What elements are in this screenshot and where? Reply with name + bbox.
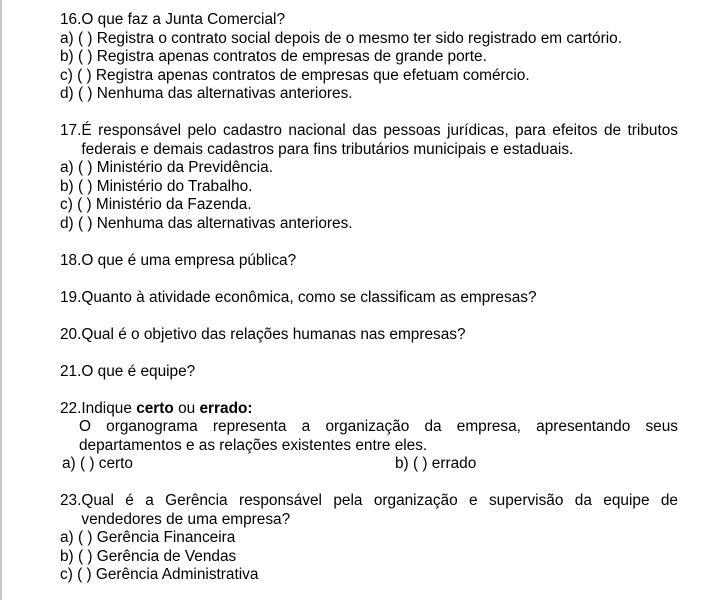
question-16 [60,11,678,104]
question-stem [60,122,678,159]
question-22 [60,400,678,474]
option-d: d) ( ) Nenhuma das alternativas anteriores. [60,214,353,232]
question-17 [60,122,678,233]
question-text: Quanto à atividade econômica, como se classificam as empresas? [81,288,537,306]
true-false-options [60,455,678,474]
statement: O organograma representa a organização da empresa, apresentando seus departamentos e as relações existentes entre eles. [79,418,678,454]
question-stem [60,492,678,529]
question-19 [60,289,678,308]
option-c: c) ( ) Gerência Administrativa [60,566,259,583]
question-number: 21. [60,362,82,380]
bold-certo: certo [136,399,174,417]
question-stem [60,11,678,30]
question-stem [60,326,678,345]
question-text: Qual é a Gerência responsável pela organização e supervisão da equipe de vendedores de uma empresa? [81,492,678,528]
question-text: É responsável pelo cadastro nacional das pessoas jurídicas, para efeitos de tributos federais e demais cadastros para fins tributários municipais e estaduais. [81,122,678,158]
question-text: O que faz a Junta Comercial? [81,11,286,28]
option-a: a) ( ) Registra o contrato social depois de o mesmo ter sido registrado em cartório. [60,29,622,47]
question-text: O que é equipe? [81,362,196,380]
option-c: c) ( ) Ministério da Fazenda. [60,196,252,213]
question-text: Qual é o objetivo das relações humanas nas empresas? [81,325,466,343]
option-b: b) ( ) Ministério do Trabalho. [60,177,253,195]
page-edge [0,0,2,600]
option-certo: a) ( ) certo [62,455,133,472]
question-20 [60,326,678,345]
exam-document [60,11,678,585]
question-number: 17. [60,122,82,139]
question-stem [60,289,678,308]
option-errado: b) ( ) errado [395,455,477,472]
question-stem [60,400,678,419]
question-number: 23. [60,492,82,509]
question-number: 22. [60,399,82,417]
question-number: 20. [60,325,82,343]
question-number: 18. [60,251,82,269]
option-b: b) ( ) Registra apenas contratos de empresas de grande porte. [60,48,487,65]
question-number: 19. [60,288,82,306]
option-c: c) ( ) Registra apenas contratos de empresas que efetuam comércio. [60,66,530,84]
question-21 [60,363,678,382]
text-mid: ou [173,399,200,417]
question-23 [60,492,678,585]
text-prefix: Indique [81,399,137,417]
option-a: a) ( ) Gerência Financeira [60,529,236,546]
question-stem [60,252,678,271]
question-number: 16. [60,11,82,28]
question-18 [60,252,678,271]
option-b: b) ( ) Gerência de Vendas [60,547,237,565]
question-text [81,400,678,419]
option-d: d) ( ) Nenhuma das alternativas anteriores. [60,85,353,102]
option-a: a) ( ) Ministério da Previdência. [60,159,273,176]
question-stem [60,363,678,382]
question-text: O que é uma empresa pública? [81,251,297,269]
bold-errado: errado: [199,399,253,417]
